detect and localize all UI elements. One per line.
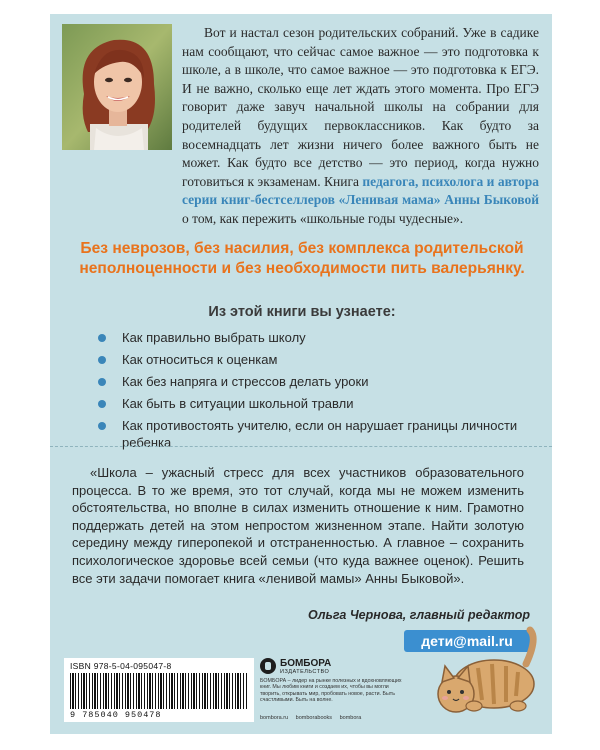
- social-link[interactable]: bomborabooks: [295, 715, 333, 721]
- isbn-label: ISBN 978-5-04-095047-8: [70, 661, 172, 671]
- book-back-cover: [50, 14, 552, 734]
- bullet-icon: [98, 378, 106, 386]
- list-item: Как быть в ситуации школьной травли: [98, 396, 518, 413]
- social-link[interactable]: bombora.ru: [260, 715, 289, 721]
- list-item: Как относиться к оценкам: [98, 352, 518, 369]
- brand-logo: дети@mail.ru: [404, 630, 530, 652]
- review-quote: «Школа – ужасный стресс для всех участников образовательного процесса. В то же время, это тот случай, когда мы не можем изменить обстоятельства, но вполне в силах изменить отношение к ним. Грамотно поддержать детей на этом непростом жизненном этапе. Найти золотую середину между гиперопекой и отстраненностью. А главное – сохранить психологическое здоровье всей семьи (что куда важнее оценок). Решить все эти задачи помогает книга «ленивой мамы» Анны Быковой».: [72, 465, 524, 586]
- learn-title: Из этой книги вы узнаете:: [208, 304, 396, 320]
- publisher-description: БОМБОРА – лидер на рынке полезных и вдохновляющих книг. Мы любим книги и создаем их, чтобы вы могли творить, открывать мир, пробовать новое, расти. Быть счастливыми. Быть на волне.: [260, 678, 402, 704]
- barcode-number: 9 785040 950478: [70, 710, 162, 720]
- isbn-barcode-block: [64, 658, 254, 722]
- bullet-icon: [98, 400, 106, 408]
- bullet-icon: [98, 422, 106, 430]
- intro-text: Вот и настал сезон родительских собраний. Уже в садике нам сообщают, что сейчас самое важное — это подготовка к школе, а в школе, что самое важное — это подготовка к ЕГЭ. И не важно, сколько еще лет ждать этого момента. Про ЕГЭ говорит даже завуч начальной школы на собрании для родителей будущих первоклассников. Как будто за восемнадцать лет жизни ничего более важного быть не может. Как будто все детство — это период, когда нужно готовиться к экзаменам. Книга педагога, психолога и автора серии книг-бестселлеров «Ленивая мама» Анны Быковой о том, как пережить «школьные годы чудесные».: [182, 25, 539, 226]
- publisher-logo-icon: [260, 658, 276, 674]
- bullet-icon: [98, 356, 106, 364]
- publisher-subtitle: ИЗДАТЕЛЬСТВО: [280, 669, 330, 675]
- list-item: Как противостоять учителю, если он нарушает границы личности ребенка: [98, 418, 518, 451]
- barcode-icon: [70, 673, 248, 709]
- list-item: Как без напряга и стрессов делать уроки: [98, 374, 518, 391]
- cat-illustration: [434, 624, 546, 733]
- quote-author: Ольга Чернова, главный редактор: [307, 608, 530, 622]
- intro-highlight: педагога, психолога и автора серии книг-бестселлеров «Ленивая мама» Анны Быковой: [182, 173, 539, 208]
- publisher-name: БОМБОРА: [280, 658, 332, 669]
- author-photo: [62, 24, 172, 150]
- social-link[interactable]: bombora: [339, 715, 362, 721]
- list-item: Как правильно выбрать школу: [98, 330, 518, 347]
- publisher-block: [260, 658, 410, 724]
- lead-statement: Без неврозов, без насилия, без комплекса родительской неполноценности и без необходимости пить валерьянку.: [79, 240, 525, 277]
- learn-list: [98, 330, 518, 457]
- bullet-icon: [98, 334, 106, 342]
- divider: [50, 446, 552, 447]
- publisher-social: [260, 715, 367, 721]
